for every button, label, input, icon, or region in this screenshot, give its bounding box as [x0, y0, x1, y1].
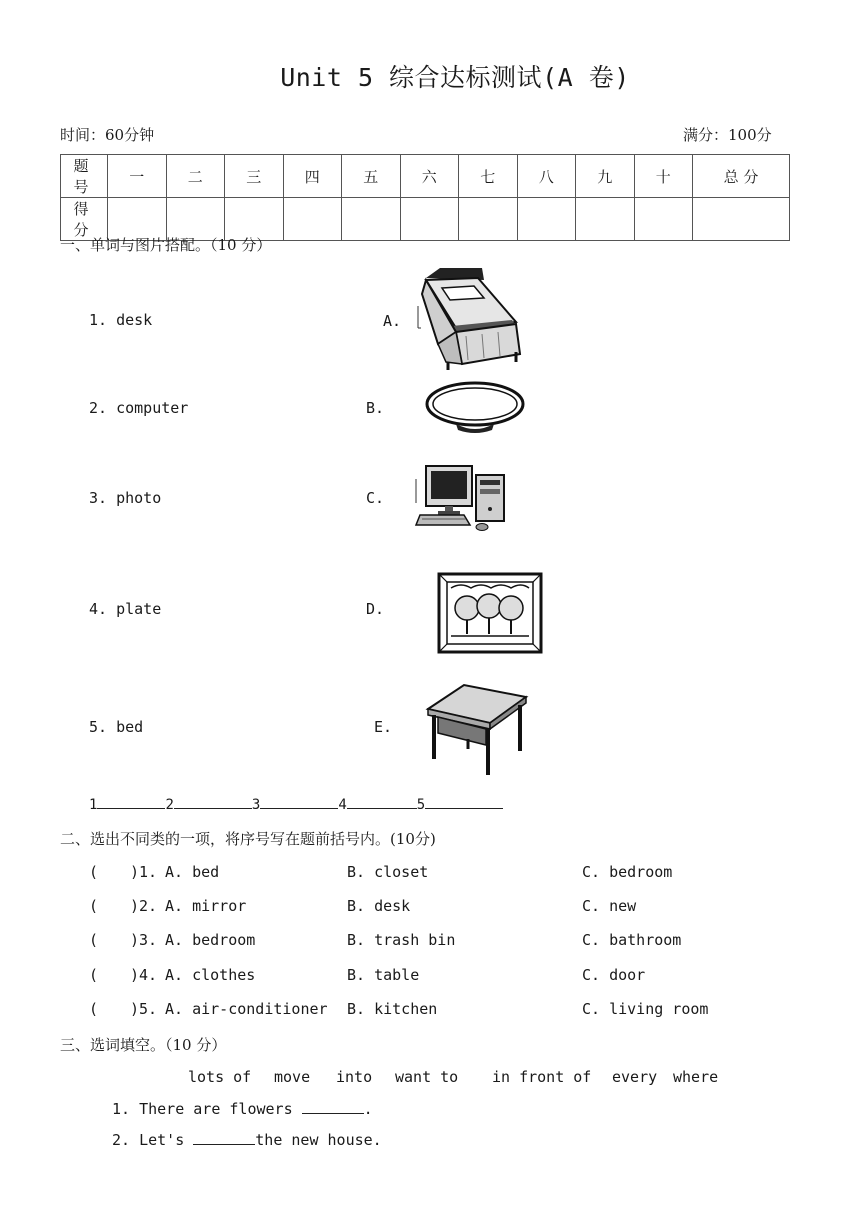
score-label: 满分：100分 — [683, 126, 772, 144]
match-letter: B. — [366, 399, 385, 417]
choice-paren: ( — [89, 863, 99, 881]
page-title: Unit 5 综合达标测试(A 卷) — [280, 63, 630, 92]
score-cell[interactable] — [693, 198, 790, 241]
choice-paren: ( — [89, 931, 99, 949]
score-cell[interactable] — [283, 198, 342, 241]
score-cell[interactable] — [342, 198, 401, 241]
choice-a: A. clothes — [165, 966, 256, 984]
sentence-suffix: the new house. — [255, 1131, 382, 1149]
score-cell[interactable] — [634, 198, 693, 241]
word-bank-item: lots of — [188, 1068, 252, 1086]
match-word: 1. desk — [89, 311, 153, 329]
score-table-col: 四 — [283, 155, 342, 198]
score-table-col: 五 — [342, 155, 401, 198]
choice-a: A. mirror — [165, 897, 247, 915]
score-table-col: 三 — [225, 155, 284, 198]
choice-b: B. desk — [347, 897, 411, 915]
score-table-total: 总 分 — [693, 155, 790, 198]
word-bank-item: where — [673, 1068, 719, 1086]
choice-b: B. closet — [347, 863, 429, 881]
choice-num: )3. — [130, 931, 158, 949]
framed-photo-icon — [437, 572, 543, 654]
section1-heading: 一、单词与图片搭配。（10 分） — [60, 236, 272, 254]
match-word: 2. computer — [89, 399, 189, 417]
score-table-col: 二 — [166, 155, 225, 198]
match-word: 5. bed — [89, 718, 144, 736]
word-bank-item: want to — [395, 1068, 459, 1086]
match-letter: A. — [383, 312, 402, 330]
sentence-prefix: 1. There are flowers — [112, 1100, 302, 1118]
word-bank-item: every — [612, 1068, 658, 1086]
choice-b: B. table — [347, 966, 420, 984]
answer-label: 3 — [251, 797, 261, 813]
section3-heading: 三、选词填空。（10 分） — [60, 1036, 227, 1054]
choice-b: B. kitchen — [347, 1000, 438, 1018]
answer-blank[interactable] — [260, 794, 338, 809]
choice-a: A. air-conditioner — [165, 1000, 328, 1018]
score-table-header-row — [61, 155, 790, 198]
match-letter: E. — [374, 718, 393, 736]
score-table-col: 一 — [108, 155, 167, 198]
computer-icon — [412, 463, 508, 533]
answer-label: 2 — [165, 797, 174, 813]
choice-c: C. bathroom — [582, 931, 682, 949]
choice-c: C. living room — [582, 1000, 709, 1018]
section2-heading: 二、选出不同类的一项，将序号写在题前括号内。(10分) — [60, 830, 436, 848]
sentence-suffix: . — [363, 1100, 373, 1118]
choice-a: A. bedroom — [165, 931, 256, 949]
answer-label: 4 — [338, 797, 347, 813]
time-label: 时间：60分钟 — [60, 126, 155, 144]
score-table-row-label: 题 号 — [61, 155, 108, 198]
answer-blank[interactable] — [347, 794, 417, 809]
fill-blank[interactable] — [302, 1099, 364, 1114]
match-word: 4. plate — [89, 600, 162, 618]
match-word: 3. photo — [89, 489, 162, 507]
word-bank-item: move — [274, 1068, 311, 1086]
word-bank-item: into — [336, 1068, 373, 1086]
choice-num: )1. — [130, 863, 158, 881]
match-letter: C. — [366, 489, 385, 507]
choice-paren: ( — [89, 1000, 99, 1018]
choice-c: C. new — [582, 897, 637, 915]
answer-blank[interactable] — [174, 794, 252, 809]
word-bank-item: in front of — [492, 1068, 592, 1086]
fill-sentence-2 — [112, 1130, 382, 1149]
match-letter: D. — [366, 600, 385, 618]
desk-icon — [424, 683, 530, 779]
plate-icon — [424, 380, 528, 436]
choice-num: )2. — [130, 897, 158, 915]
choice-c: C. door — [582, 966, 646, 984]
answer-label: 1 — [89, 797, 98, 813]
score-cell[interactable] — [459, 198, 518, 241]
score-cell[interactable] — [400, 198, 459, 241]
score-table-row-label: 得 分 — [61, 198, 108, 241]
score-table-col: 八 — [517, 155, 576, 198]
choice-paren: ( — [89, 897, 99, 915]
score-table-col: 七 — [459, 155, 518, 198]
answer-blank[interactable] — [97, 794, 165, 809]
choice-paren: ( — [89, 966, 99, 984]
score-cell[interactable] — [576, 198, 635, 241]
choice-a: A. bed — [165, 863, 220, 881]
answer-blank[interactable] — [425, 794, 503, 809]
score-table — [60, 154, 790, 241]
bed-icon — [412, 266, 524, 370]
score-table-col: 六 — [400, 155, 459, 198]
sentence-prefix: 2. Let's — [112, 1131, 194, 1149]
choice-num: )5. — [130, 1000, 158, 1018]
score-cell[interactable] — [517, 198, 576, 241]
fill-sentence-1 — [112, 1099, 373, 1118]
score-table-col: 九 — [576, 155, 635, 198]
fill-blank[interactable] — [193, 1130, 255, 1145]
score-table-col: 十 — [634, 155, 693, 198]
answer-label: 5 — [416, 797, 426, 813]
section1-answer-row — [89, 794, 503, 813]
choice-num: )4. — [130, 966, 158, 984]
choice-b: B. trash bin — [347, 931, 456, 949]
choice-c: C. bedroom — [582, 863, 673, 881]
